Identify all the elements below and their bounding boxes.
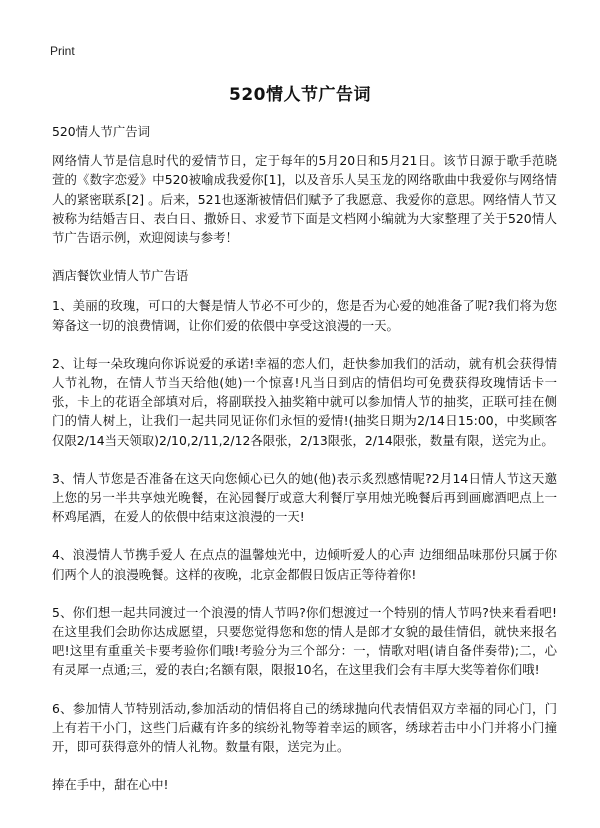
ad-item-5: 5、你们想一起共同渡过一个浪漫的情人节吗?你们想渡过一个特别的情人节吗?快来看看吧!在这里我们会助你达成愿望，只要您觉得您和您的情人是郎才女貌的最佳情侣，就快来报名吧!这里有重重关卡要考验你们哦!考验分为三个部分：一，情歌对唱(请自备伴奏带);二，心有灵犀一点通;三，爱的表白;名额有限，限报10名，在这里我们会有丰厚大奖等着你们哦! bbox=[52, 604, 557, 678]
document-body bbox=[52, 122, 557, 813]
closing-line: 捧在手中，甜在心中! bbox=[52, 777, 169, 793]
ad-item-6: 6、参加情人节特别活动,参加活动的情侣将自己的绣球抛向代表情侣双方幸福的同心门，门上有若干小门，这些门后藏有许多的缤纷礼物等着幸运的顾客，绣球若击中小门并将小门撞开，即可获得意外的情人礼物。数量有限，送完为止。 bbox=[52, 700, 557, 755]
ad-item-4: 4、浪漫情人节携手爱人 在点点的温馨烛光中，边倾听爱人的心声 边细细品味那份只属于你们两个人的浪漫晚餐。这样的夜晚，北京金都假日饭店正等待着你! bbox=[52, 547, 557, 582]
document-subtitle: 520情人节广告词 bbox=[52, 124, 150, 139]
ad-item-1: 1、美丽的玫瑰，可口的大餐是情人节必不可少的，您是否为心爱的她准备了呢?我们将为您筹备这一切的浪费情调，让你们爱的依偎中享受这浪漫的一天。 bbox=[52, 298, 557, 333]
ad-item-2: 2、让每一朵玫瑰向你诉说爱的承诺!幸福的恋人们，赶快参加我们的活动，就有机会获得情人节礼物，在情人节当天给他(她)一个惊喜!凡当日到店的情侣均可免费获得玫瑰情话卡一张，卡上的花语全部填对后，将副联投入抽奖箱中就可以参加情人节的抽奖，正联可挂在侧门的情人树上，让我们一起共同见证你们永恒的爱情!(抽奖日期为2/14日15:00，中奖顾客仅限2/14当天领取)2/10,2/11,2/12各限张，2/13限张，2/14限张，数量有限，送完为止。 bbox=[52, 355, 557, 448]
section-heading: 酒店餐饮业情人节广告语 bbox=[52, 268, 189, 284]
page-title: 520情人节广告词 bbox=[229, 85, 371, 105]
print-label: Print bbox=[50, 44, 75, 58]
ad-item-3: 3、情人节您是否准备在这天向您倾心已久的她(他)表示炙烈感情呢?2月14日情人节这天邀上您的另一半共享烛光晚餐，在沁园餐厅或意大利餐厅享用烛光晚餐后再到画廊酒吧点上一杯鸡尾酒，在爱人的依偎中结束这浪漫的一天! bbox=[52, 470, 557, 525]
intro-paragraph: 网络情人节是信息时代的爱情节日，定于每年的5月20日和5月21日。该节日源于歌手范晓萱的《数字恋爱》中520被喻成我爱你[1]，以及音乐人吴玉龙的网络歌曲中我爱你与网络情人的紧密联系[2] 。后来，521也逐渐被情侣们赋予了我愿意、我爱你的意思。网络情人节又被称为结婚吉日、表白日、撒娇日、求爱节下面是文档网小编就为大家整理了关于520情人节广告语示例，欢迎阅读与参考！ bbox=[52, 153, 557, 246]
